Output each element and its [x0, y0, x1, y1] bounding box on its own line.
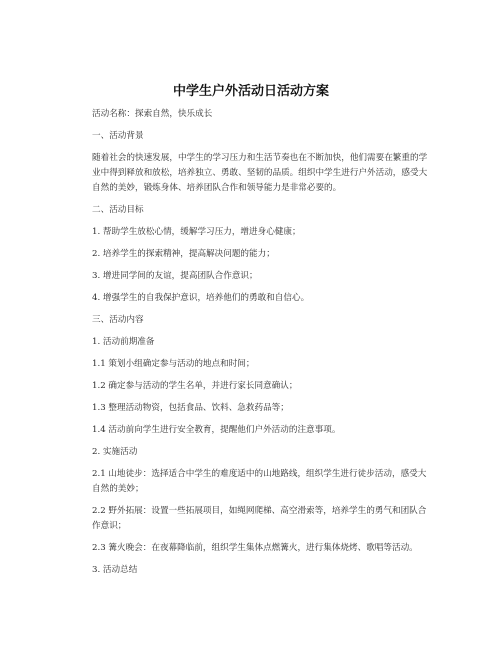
goal-item-4: 4. 增强学生的自我保护意识，培养他们的勇敢和自信心。: [92, 293, 310, 303]
goal-item-3: 3. 增进同学间的友谊，提高团队合作意识；: [92, 271, 258, 281]
prep-item-2: 1.2 确定参与活动的学生名单，并进行家长同意确认；: [92, 381, 298, 391]
document-body: [92, 107, 430, 585]
subheading-preparation: 1. 活动前期准备: [92, 337, 155, 347]
prep-item-4: 1.4 活动前向学生进行安全教育，提醒他们户外活动的注意事项。: [92, 425, 341, 435]
impl-item-1: 2.1 山地徒步：选择适合中学生的难度适中的山地路线，组织学生进行徒步活动，感受大自然的美妙；: [92, 469, 427, 494]
section-heading-content: 三、活动内容: [92, 315, 144, 325]
document-title: 中学生户外活动日活动方案: [172, 84, 329, 99]
prep-item-1: 1.1 策划小组确定参与活动的地点和时间；: [92, 359, 255, 369]
section-heading-goals: 二、活动目标: [92, 205, 144, 215]
section-heading-background: 一、活动背景: [92, 131, 144, 141]
subheading-implementation: 2. 实施活动: [92, 447, 138, 457]
impl-item-3: 2.3 篝火晚会：在夜幕降临前，组织学生集体点燃篝火，进行集体烧烤、歌唱等活动。: [92, 543, 418, 553]
impl-item-2: 2.2 野外拓展：设置一些拓展项目，如绳网爬梯、高空滑索等，培养学生的勇气和团队合作意识；: [92, 506, 427, 531]
subheading-summary: 3. 活动总结: [92, 565, 138, 575]
goal-item-2: 2. 培养学生的探索精神，提高解决问题的能力；: [92, 249, 275, 259]
prep-item-3: 1.3 整理活动物资，包括食品、饮料、急救药品等；: [92, 403, 289, 413]
activity-name: 活动名称：探索自然，快乐成长: [92, 109, 213, 119]
background-paragraph: 随着社会的快速发展，中学生的学习压力和生活节奏也在不断加快，他们需要在繁重的学业中得到释放和放松，培养独立、勇敢、坚韧的品质。组织中学生进行户外活动，感受大自然的美妙，锻炼身体、培养团队合作和领导能力是非常必要的。: [92, 153, 428, 193]
goal-item-1: 1. 帮助学生放松心情，缓解学习压力，增进身心健康；: [92, 227, 301, 237]
